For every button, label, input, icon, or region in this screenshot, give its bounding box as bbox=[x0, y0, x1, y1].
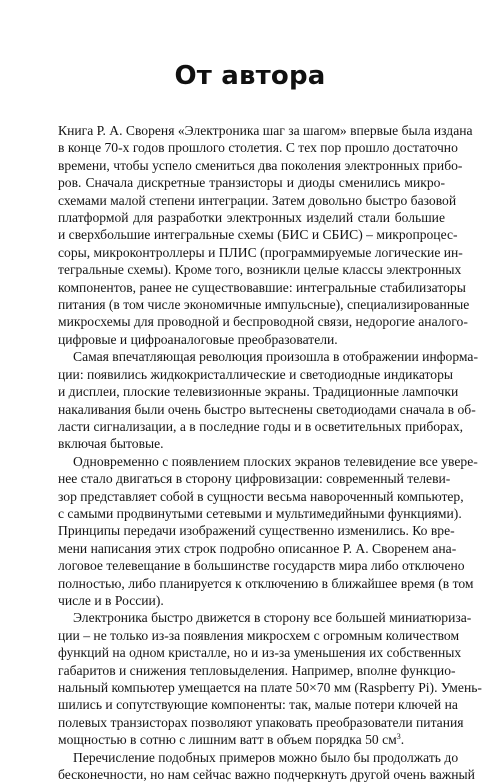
text-line: ласти сигнализации, а в последние годы и в осветительных приборах, bbox=[58, 418, 464, 434]
text-line: Одновременно с появлением плоских экранов телевидение все увере- bbox=[73, 453, 478, 469]
text-line: шились и сопутствующие компоненты: так, малые потери ключей на bbox=[58, 697, 458, 713]
text-line: микросхемы для проводной и беспроводной связи, недорогие аналого- bbox=[58, 314, 468, 330]
text-line: мощностью в сотню с лишним ватт в объем порядка 50 $см^3$. bbox=[58, 732, 405, 748]
superscript: 3 bbox=[396, 732, 401, 742]
text-line: платформой для разработки электронных изделий стали большие bbox=[58, 210, 445, 226]
line-tail: . bbox=[400, 732, 405, 748]
body-text bbox=[58, 122, 482, 783]
text-line: бесконечности, но нам сейчас важно подчеркнуть другой очень важный bbox=[58, 767, 475, 783]
text-line: Принципы передачи изображений существенно изменились. Ко вре- bbox=[58, 523, 455, 539]
text-line: Книга Р. А. Свореня «Электроника шаг за шагом» впервые была издана bbox=[58, 123, 473, 138]
text-line: полевых транзисторах позволяют упаковать преобразователи питания bbox=[58, 714, 464, 730]
text-line: ров. Сначала дискретные транзисторы и диоды сменились микро- bbox=[58, 175, 445, 191]
text-line: соры, микроконтроллеры и ПЛИС (программируемые логические ин- bbox=[58, 244, 463, 260]
text-line: компонентов, ранее не существовавшие: интегральные стабилизаторы bbox=[58, 279, 466, 295]
text-line: питания (в том числе экономичные импульсные), специализированные bbox=[58, 297, 470, 313]
paragraph bbox=[58, 122, 473, 348]
text-line: нальный компьютер умещается на плате 50×70 мм (Raspberry Pi). Умень- bbox=[58, 680, 482, 695]
page-title: От автора bbox=[174, 61, 326, 92]
text-line: и дисплеи, плоские телевизионные экраны. Традиционные лампочки bbox=[58, 384, 459, 400]
text-line: мени написания этих строк подробно описанное Р. А. Своренем ана- bbox=[58, 540, 457, 556]
text-line: нее стало двигаться в сторону цифровизации: современный телеви- bbox=[58, 471, 451, 487]
text-line: в конце 70-х годов прошлого столетия. С тех пор прошло достаточно bbox=[58, 140, 458, 156]
text-line: схемами малой степени интеграции. Затем довольно быстро базовой bbox=[58, 192, 457, 208]
text-line: накаливания были очень быстро вытеснены светодиодами сначала в об- bbox=[58, 401, 476, 417]
text-line: включая бытовые. bbox=[58, 436, 164, 452]
text-line: тегральные схемы). Кроме того, возникли целые классы электронных bbox=[58, 262, 462, 278]
text-line: числе и в России). bbox=[58, 592, 164, 608]
paragraph bbox=[58, 749, 475, 783]
text-line: Электроника быстро движется в сторону все большей миниатюриза- bbox=[73, 610, 472, 626]
text-line: ции – не только из-за появления микросхем с огромным количеством bbox=[58, 627, 460, 643]
paragraph bbox=[58, 609, 482, 748]
text-line: логовое телевещание в большинстве государств мира либо отключено bbox=[58, 558, 465, 574]
text-line: Самая впечатляющая революция произошла в отображении информа- bbox=[73, 349, 478, 365]
text-line: времени, чтобы успело смениться два поколения электронных прибо- bbox=[58, 157, 463, 173]
text-line: Перечисление подобных примеров можно было бы продолжать до bbox=[73, 749, 459, 765]
text-line: полностью, либо планируется к отключению в ближайшее время (в том bbox=[58, 575, 474, 591]
text-line: габаритов и снижения тепловыделения. Например, вполне функцио- bbox=[58, 662, 456, 678]
text-line: с самыми продвинутыми сетевыми и мультимедийными функциями). bbox=[58, 505, 462, 521]
paragraph bbox=[58, 453, 478, 610]
text-line: ции: появились жидкокристаллические и светодиодные индикаторы bbox=[58, 366, 454, 382]
paragraph bbox=[58, 348, 478, 452]
text-line: и сверхбольшие интегральные схемы (БИС и СБИС) – микропроцес- bbox=[58, 227, 458, 243]
text-line: функций на одном кристалле, но и из-за уменьшения их собственных bbox=[58, 645, 462, 661]
text-line: зор представляет собой в сущности весьма навороченный компьютер, bbox=[58, 488, 464, 504]
text-line: цифровые и цифроаналоговые преобразователи. bbox=[58, 331, 338, 347]
